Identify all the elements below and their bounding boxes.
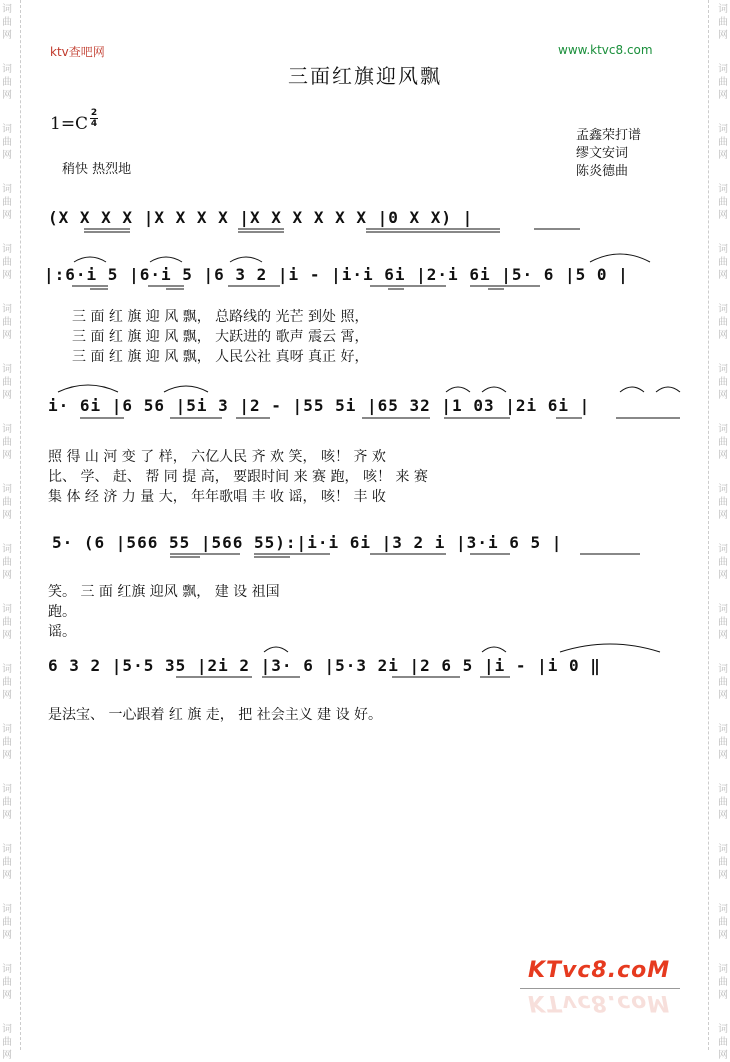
system-3-lyrics-verse-1: 照 得 山 河 变 了 样， 六亿人民 齐 欢 笑， 咳！ 齐 欢 — [48, 449, 386, 465]
song-title: 三面红旗迎风飘 — [288, 64, 442, 88]
watermark-char: 曲 — [718, 257, 728, 268]
watermark-char: 词 — [718, 544, 728, 555]
watermark-char: 网 — [718, 30, 728, 41]
watermark-char: 词 — [718, 904, 728, 915]
watermark-char: 网 — [2, 150, 12, 161]
watermark-char: 网 — [2, 90, 12, 101]
watermark-char: 词 — [718, 664, 728, 675]
watermark-char: 曲 — [2, 377, 12, 388]
watermark-char: 曲 — [2, 917, 12, 928]
watermark-char: 词 — [718, 364, 728, 375]
watermark-char: 网 — [718, 1050, 728, 1061]
watermark-char: 词 — [718, 4, 728, 15]
watermark-char: 曲 — [718, 317, 728, 328]
watermark-char: 词 — [2, 424, 12, 435]
watermark-char: 曲 — [718, 437, 728, 448]
watermark-char: 曲 — [2, 197, 12, 208]
watermark-char: 网 — [2, 390, 12, 401]
watermark-char: 网 — [718, 330, 728, 341]
system-4-lyrics-verse-2: 跑。 — [48, 604, 76, 620]
watermark-char: 词 — [718, 244, 728, 255]
watermark-char: 网 — [718, 930, 728, 941]
watermark-char: 曲 — [2, 737, 12, 748]
watermark-char: 词 — [2, 4, 12, 15]
watermark-char: 词 — [2, 304, 12, 315]
time-signature-bottom: 4 — [90, 119, 98, 129]
watermark-char: 网 — [2, 930, 12, 941]
watermark-char: 网 — [718, 750, 728, 761]
watermark-char: 曲 — [2, 1037, 12, 1048]
watermark-char: 网 — [718, 90, 728, 101]
watermark-char: 曲 — [718, 737, 728, 748]
watermark-char: 曲 — [2, 497, 12, 508]
watermark-char: 网 — [2, 570, 12, 581]
credit-arranger: 孟鑫荣打谱 — [576, 128, 642, 143]
watermark-char: 网 — [2, 630, 12, 641]
watermark-char: 词 — [2, 784, 12, 795]
watermark-char: 词 — [718, 604, 728, 615]
credit-composer: 陈炎德曲 — [576, 164, 629, 179]
watermark-char: 曲 — [2, 797, 12, 808]
system-3-notes: i· 6i |6 56 |5i 3 |2 - |55 5i |65 32 |1 03 |2i 6i | — [48, 396, 591, 415]
watermark-char: 曲 — [718, 77, 728, 88]
watermark-char: 词 — [718, 784, 728, 795]
watermark-char: 曲 — [2, 17, 12, 28]
watermark-char: 曲 — [718, 857, 728, 868]
watermark-char: 词 — [718, 724, 728, 735]
watermark-char: 词 — [2, 964, 12, 975]
site-name-left: ktv查吧网 — [50, 45, 105, 59]
watermark-char: 词 — [2, 64, 12, 75]
system-4-notes: 5· (6 |566 55 |566 55):|i·i 6i |3 2 i |3·i 6 5 | — [52, 533, 563, 552]
watermark-char: 网 — [718, 390, 728, 401]
watermark-char: 网 — [718, 570, 728, 581]
watermark-char: 网 — [2, 270, 12, 281]
watermark-char: 曲 — [718, 617, 728, 628]
watermark-char: 网 — [718, 690, 728, 701]
watermark-char: 曲 — [2, 857, 12, 868]
watermark-char: 曲 — [718, 137, 728, 148]
site-logo-reflection: KTvc8.coM — [528, 990, 671, 1015]
watermark-char: 网 — [718, 810, 728, 821]
watermark-char: 词 — [718, 304, 728, 315]
system-4-lyrics-verse-3: 谣。 — [48, 624, 76, 640]
watermark-char: 网 — [2, 330, 12, 341]
watermark-char: 词 — [2, 484, 12, 495]
watermark-char: 曲 — [2, 617, 12, 628]
system-2-lyrics-verse-1: 三 面 红 旗 迎 风 飘， 总路线的 光芒 到处 照， — [72, 309, 369, 325]
site-logo: KTvc8.coM — [528, 958, 671, 983]
watermark-char: 词 — [718, 124, 728, 135]
watermark-char: 曲 — [2, 137, 12, 148]
watermark-char: 词 — [718, 844, 728, 855]
watermark-char: 曲 — [2, 317, 12, 328]
watermark-char: 曲 — [2, 677, 12, 688]
system-1-notes: (X X X X |X X X X |X X X X X X |0 X X) | — [48, 208, 474, 227]
watermark-char: 曲 — [718, 1037, 728, 1048]
watermark-char: 曲 — [718, 197, 728, 208]
watermark-char: 词 — [2, 844, 12, 855]
watermark-char: 曲 — [2, 437, 12, 448]
watermark-char: 词 — [2, 604, 12, 615]
watermark-char: 网 — [718, 510, 728, 521]
watermark-char: 网 — [718, 630, 728, 641]
watermark-char: 曲 — [718, 677, 728, 688]
site-url-right: www.ktvc8.com — [558, 43, 653, 57]
watermark-char: 曲 — [718, 917, 728, 928]
watermark-char: 曲 — [718, 557, 728, 568]
system-3-lyrics-verse-2: 比、 学、 赶、 帮 同 提 高， 要跟时间 来 赛 跑， 咳！ 来 赛 — [48, 469, 428, 485]
system-2-lyrics-verse-2: 三 面 红 旗 迎 风 飘， 大跃进的 歌声 震云 霄， — [72, 329, 369, 345]
watermark-char: 词 — [718, 1024, 728, 1035]
watermark-char: 网 — [2, 870, 12, 881]
watermark-char: 网 — [2, 690, 12, 701]
watermark-char: 网 — [718, 150, 728, 161]
watermark-char: 网 — [718, 870, 728, 881]
watermark-char: 网 — [2, 1050, 12, 1061]
watermark-char: 词 — [718, 964, 728, 975]
watermark-char: 曲 — [718, 377, 728, 388]
watermark-char: 网 — [2, 510, 12, 521]
watermark-char: 网 — [718, 210, 728, 221]
watermark-char: 词 — [2, 904, 12, 915]
watermark-char: 词 — [718, 184, 728, 195]
watermark-char: 网 — [2, 450, 12, 461]
watermark-char: 词 — [2, 244, 12, 255]
system-5-lyrics: 是法宝、 一心跟着 红 旗 走， 把 社会主义 建 设 好。 — [48, 707, 383, 723]
watermark-char: 曲 — [2, 257, 12, 268]
time-signature-top: 2 — [90, 108, 98, 118]
system-4-lyrics-verse-1: 笑。 三 面 红旗 迎风 飘， 建 设 祖国 — [48, 584, 280, 600]
tempo-marking: 稍快 热烈地 — [62, 162, 132, 177]
watermark-char: 网 — [2, 30, 12, 41]
watermark-char: 词 — [718, 424, 728, 435]
watermark-char: 网 — [718, 450, 728, 461]
system-5-notes: 6 3 2 |5·5 35 |2i 2 |3· 6 |5·3 2i |2 6 5 |i - |i 0 ‖ — [48, 656, 601, 675]
watermark-char: 网 — [2, 810, 12, 821]
watermark-char: 词 — [2, 724, 12, 735]
watermark-char: 曲 — [2, 77, 12, 88]
watermark-char: 曲 — [718, 797, 728, 808]
watermark-char: 曲 — [718, 17, 728, 28]
watermark-char: 网 — [718, 990, 728, 1001]
watermark-char: 词 — [718, 484, 728, 495]
watermark-char: 网 — [718, 270, 728, 281]
watermark-char: 曲 — [2, 977, 12, 988]
system-2-notes: |:6·i 5 |6·i 5 |6 3 2 |i - |i·i 6i |2·i 6i |5· 6 |5 0 | — [44, 265, 629, 284]
watermark-char: 曲 — [718, 977, 728, 988]
watermark-char: 网 — [2, 750, 12, 761]
watermark-char: 网 — [2, 210, 12, 221]
key-signature: 1=C — [50, 114, 89, 134]
logo-baseline — [520, 988, 680, 989]
watermark-char: 曲 — [718, 497, 728, 508]
watermark-char: 词 — [2, 364, 12, 375]
system-3-lyrics-verse-3: 集 体 经 济 力 量 大， 年年歌唱 丰 收 谣， 咳！ 丰 收 — [48, 489, 386, 505]
system-2-lyrics-verse-3: 三 面 红 旗 迎 风 飘， 人民公社 真呀 真正 好， — [72, 349, 369, 365]
watermark-char: 曲 — [2, 557, 12, 568]
credit-lyricist: 缪文安词 — [576, 146, 629, 161]
watermark-char: 词 — [2, 664, 12, 675]
watermark-char: 词 — [2, 1024, 12, 1035]
watermark-char: 词 — [2, 544, 12, 555]
watermark-char: 网 — [2, 990, 12, 1001]
watermark-char: 词 — [718, 64, 728, 75]
watermark-char: 词 — [2, 184, 12, 195]
watermark-char: 词 — [2, 124, 12, 135]
